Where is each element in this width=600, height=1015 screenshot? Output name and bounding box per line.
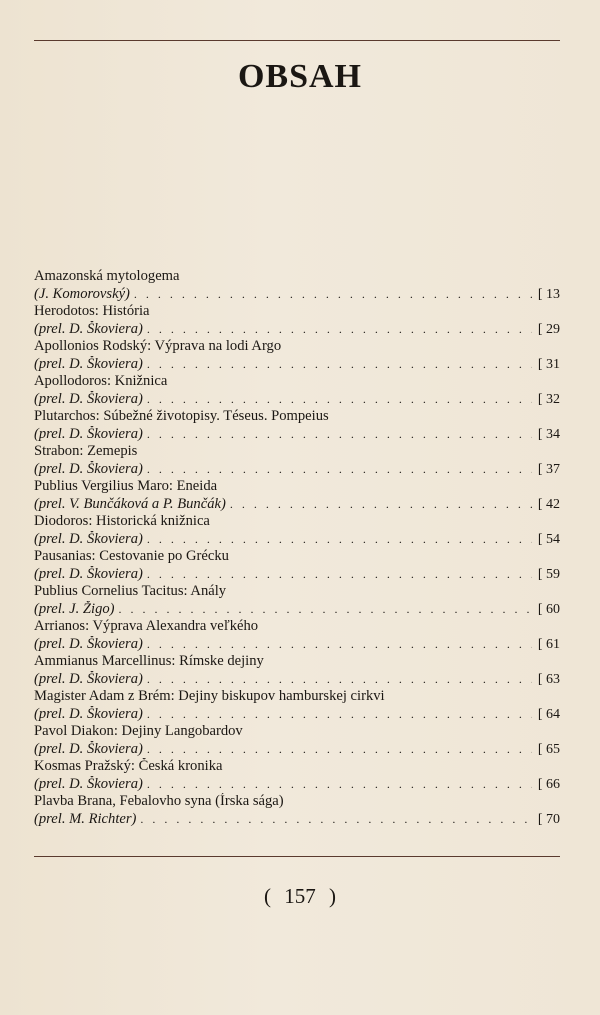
toc-entry-page: [ 31: [537, 356, 560, 372]
toc-entry-title: Diodoros: Historická knižnica: [34, 513, 210, 529]
toc-entry-title: Magister Adam z Brém: Dejiny biskupov hamburskej cirkvi: [34, 688, 385, 704]
dot-leader: [147, 706, 532, 724]
toc-entry-page: [ 64: [537, 706, 560, 722]
toc-entry-page: [ 66: [537, 776, 560, 792]
toc-entry-translator-line: [34, 636, 560, 654]
dot-leader: [147, 461, 532, 479]
toc-entry: [34, 688, 560, 723]
toc-entry-translator-line: [34, 321, 560, 339]
toc-entry-title: Apollonios Rodský: Výprava na lodi Argo: [34, 338, 282, 354]
toc-entry: [34, 548, 560, 583]
toc-entry-title: Ammianus Marcellinus: Rímske dejiny: [34, 653, 264, 669]
toc-entry-title: Plutarchos: Súbežné životopisy. Téseus. Pompeius: [34, 408, 329, 424]
toc-entry-translator: (prel. D. Škoviera): [34, 565, 143, 582]
toc-entry-translator-line: [34, 426, 560, 444]
toc-entry-translator: (prel. D. Škoviera): [34, 390, 143, 407]
dot-leader: [147, 321, 532, 339]
toc-entry-page: [ 37: [537, 461, 560, 477]
toc-entry-title: Publius Cornelius Tacitus: Anály: [34, 583, 227, 599]
toc-entry-page: [ 32: [537, 391, 560, 407]
toc-entry: [34, 373, 560, 408]
toc-entry-translator-line: [34, 356, 560, 374]
toc-entry-title: Apollodoros: Knižnica: [34, 373, 168, 389]
dot-leader: [119, 601, 532, 619]
toc-entry-translator-line: [34, 776, 560, 794]
toc-entry-title: Herodotos: História: [34, 303, 150, 319]
page-title: OBSAH: [237, 58, 363, 95]
toc-entry: [34, 443, 560, 478]
toc-entry-translator: (prel. D. Škoviera): [34, 670, 143, 687]
toc-entry-translator: (prel. D. Škoviera): [34, 460, 143, 477]
toc-entry: [34, 338, 560, 373]
toc-entry-translator: (J. Komorovský): [34, 285, 130, 302]
toc-entry: [34, 478, 560, 513]
toc-entry-translator-line: [34, 461, 560, 479]
toc-entry-translator: (prel. D. Škoviera): [34, 320, 143, 337]
toc-entry-page: [ 60: [537, 601, 560, 617]
dot-leader: [147, 776, 532, 794]
toc-entry-translator: (prel. D. Škoviera): [34, 740, 143, 757]
toc-entry-translator-line: [34, 706, 560, 724]
toc-entry-page: [ 65: [537, 741, 560, 757]
dot-leader: [134, 286, 532, 304]
toc-entry-title: Plavba Brana, Febalovho syna (Írska sága): [34, 793, 284, 809]
toc-entry: [34, 758, 560, 793]
toc-entry-title: Pausanias: Cestovanie po Grécku: [34, 548, 229, 564]
toc-entry-translator: (prel. D. Škoviera): [34, 425, 143, 442]
toc-entry: [34, 583, 560, 618]
toc-entry-translator: (prel. D. Škoviera): [34, 775, 143, 792]
toc-entry-translator: (prel. V. Bunčáková a P. Bunčák): [34, 495, 226, 512]
toc-entry-translator: (prel. J. Žigo): [34, 600, 115, 617]
toc-entry-translator-line: [34, 286, 560, 304]
dot-leader: [147, 636, 532, 654]
toc-entry: [34, 618, 560, 653]
dot-leader: [140, 811, 531, 829]
page-number: ( 157 ): [264, 884, 336, 908]
toc-entry-translator-line: [34, 531, 560, 549]
dot-leader: [147, 426, 532, 444]
dot-leader: [147, 566, 532, 584]
toc-entry-page: [ 34: [537, 426, 560, 442]
dot-leader: [147, 356, 532, 374]
toc-entry-title: Amazonská mytologema: [34, 268, 180, 284]
toc-entry-translator: (prel. D. Škoviera): [34, 530, 143, 547]
toc-entry-translator-line: [34, 811, 560, 829]
toc-entry-translator-line: [34, 601, 560, 619]
toc-entry-page: [ 63: [537, 671, 560, 687]
dot-leader: [230, 496, 532, 514]
toc-entry: [34, 513, 560, 548]
toc-entry-translator: (prel. D. Škoviera): [34, 635, 143, 652]
toc-entry-translator-line: [34, 741, 560, 759]
toc-entry: [34, 653, 560, 688]
toc-entry-page: [ 42: [537, 496, 560, 512]
dot-leader: [147, 391, 532, 409]
toc-entry-title: Arrianos: Výprava Alexandra veľkého: [34, 618, 259, 634]
toc-entry: [34, 303, 560, 338]
toc-entry-translator: (prel. M. Richter): [34, 810, 137, 827]
toc-entry-page: [ 13: [537, 286, 560, 302]
toc-entry: [34, 793, 560, 828]
toc-entry-page: [ 59: [537, 566, 560, 582]
toc-entry-title: Publius Vergilius Maro: Eneida: [34, 478, 218, 494]
toc-entry-translator-line: [34, 496, 560, 514]
top-rule: [34, 40, 560, 41]
toc-entry-title: Pavol Diakon: Dejiny Langobardov: [34, 723, 243, 739]
toc-entry-page: [ 61: [537, 636, 560, 652]
toc-entry-title: Strabon: Zemepis: [34, 443, 138, 459]
table-of-contents: [34, 268, 560, 828]
toc-entry-translator-line: [34, 391, 560, 409]
dot-leader: [147, 671, 532, 689]
toc-entry-translator-line: [34, 566, 560, 584]
toc-entry-page: [ 29: [537, 321, 560, 337]
toc-entry: [34, 723, 560, 758]
dot-leader: [147, 531, 532, 549]
toc-entry-title: Kosmas Pražský: Česká kronika: [34, 758, 223, 774]
dot-leader: [147, 741, 532, 759]
toc-entry-translator-line: [34, 671, 560, 689]
toc-entry-translator: (prel. D. Škoviera): [34, 705, 143, 722]
toc-entry-page: [ 54: [537, 531, 560, 547]
toc-entry: [34, 268, 560, 303]
toc-entry: [34, 408, 560, 443]
toc-entry-page: [ 70: [537, 811, 560, 827]
bottom-rule: [34, 856, 560, 857]
toc-entry-translator: (prel. D. Škoviera): [34, 355, 143, 372]
